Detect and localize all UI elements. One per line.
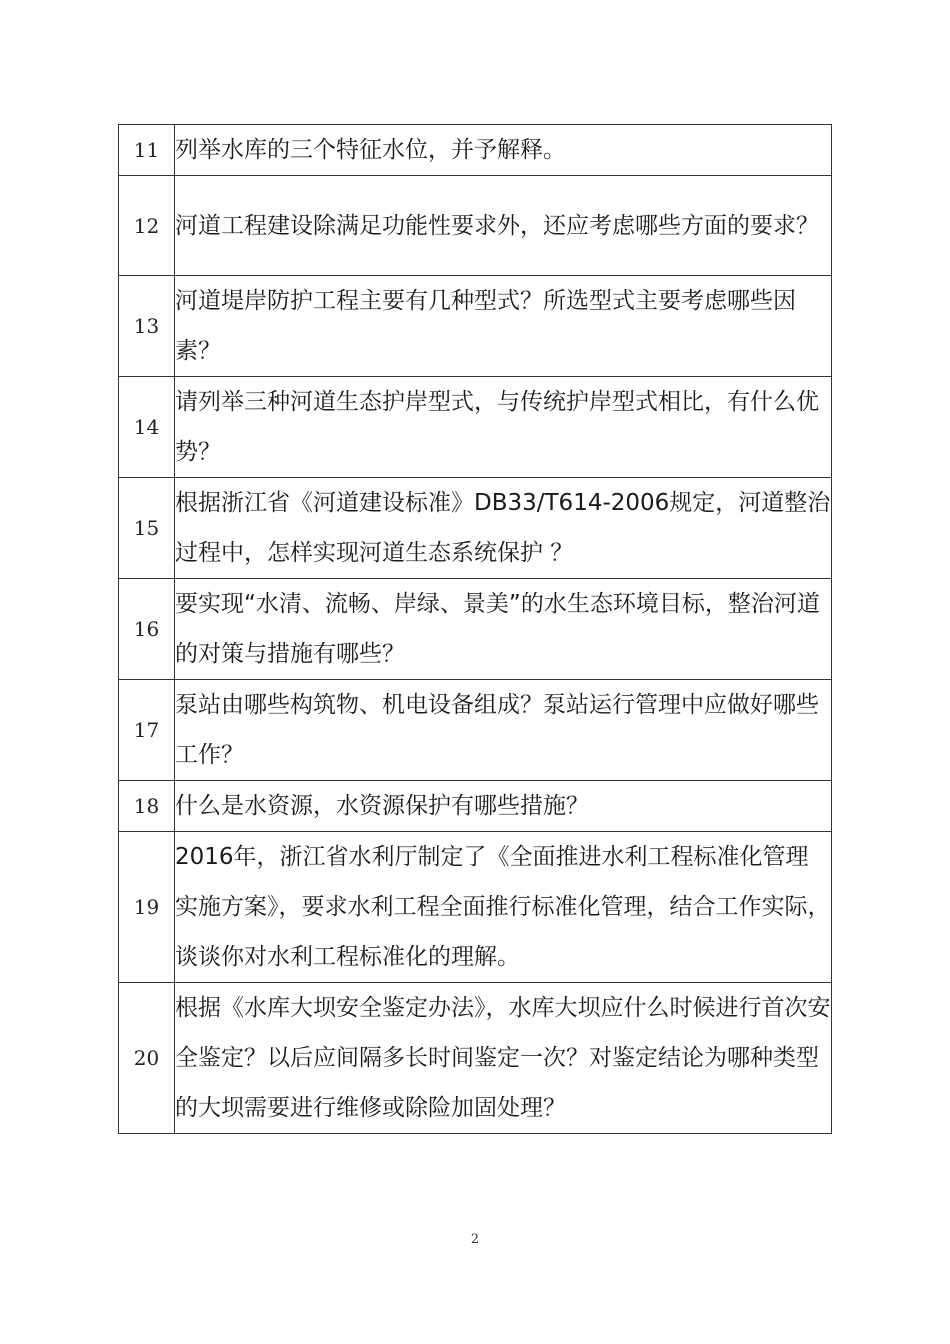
question-text: 泵站由哪些构筑物、机电设备组成？泵站运行管理中应做好哪些工作？ — [175, 680, 832, 781]
table-row — [119, 832, 832, 983]
question-number: 14 — [119, 377, 175, 478]
question-number: 11 — [119, 125, 175, 176]
table-row — [119, 983, 832, 1134]
question-number: 13 — [119, 276, 175, 377]
question-number: 16 — [119, 579, 175, 680]
question-text: 列举水库的三个特征水位，并予解释。 — [175, 125, 832, 176]
question-text: 河道堤岸防护工程主要有几种型式？所选型式主要考虑哪些因素？ — [175, 276, 832, 377]
question-text: 2016年，浙江省水利厅制定了《全面推进水利工程标准化管理实施方案》，要求水利工程全面推行标准化管理，结合工作实际，谈谈你对水利工程标准化的理解。 — [175, 832, 832, 983]
question-text: 请列举三种河道生态护岸型式，与传统护岸型式相比，有什么优势？ — [175, 377, 832, 478]
question-table — [118, 124, 832, 1134]
page-number: 2 — [470, 1232, 480, 1247]
question-number: 17 — [119, 680, 175, 781]
question-number: 19 — [119, 832, 175, 983]
question-number: 15 — [119, 478, 175, 579]
question-text: 根据浙江省《河道建设标准》DB33/T614-2006规定，河道整治过程中，怎样实现河道生态系统保护 ？ — [175, 478, 832, 579]
question-number: 12 — [119, 176, 175, 276]
table-row — [119, 680, 832, 781]
table-row — [119, 276, 832, 377]
table-row — [119, 781, 832, 832]
table-row — [119, 579, 832, 680]
question-text: 要实现“水清、流畅、岸绿、景美”的水生态环境目标，整治河道的对策与措施有哪些？ — [175, 579, 832, 680]
table-row — [119, 478, 832, 579]
question-number: 20 — [119, 983, 175, 1134]
question-text: 根据《水库大坝安全鉴定办法》，水库大坝应什么时候进行首次安全鉴定？以后应间隔多长时间鉴定一次？对鉴定结论为哪种类型的大坝需要进行维修或除险加固处理？ — [175, 983, 832, 1134]
question-text: 河道工程建设除满足功能性要求外，还应考虑哪些方面的要求？ — [175, 176, 832, 276]
table-row — [119, 176, 832, 276]
table-row — [119, 377, 832, 478]
table-row — [119, 125, 832, 176]
question-text: 什么是水资源，水资源保护有哪些措施？ — [175, 781, 832, 832]
question-number: 18 — [119, 781, 175, 832]
